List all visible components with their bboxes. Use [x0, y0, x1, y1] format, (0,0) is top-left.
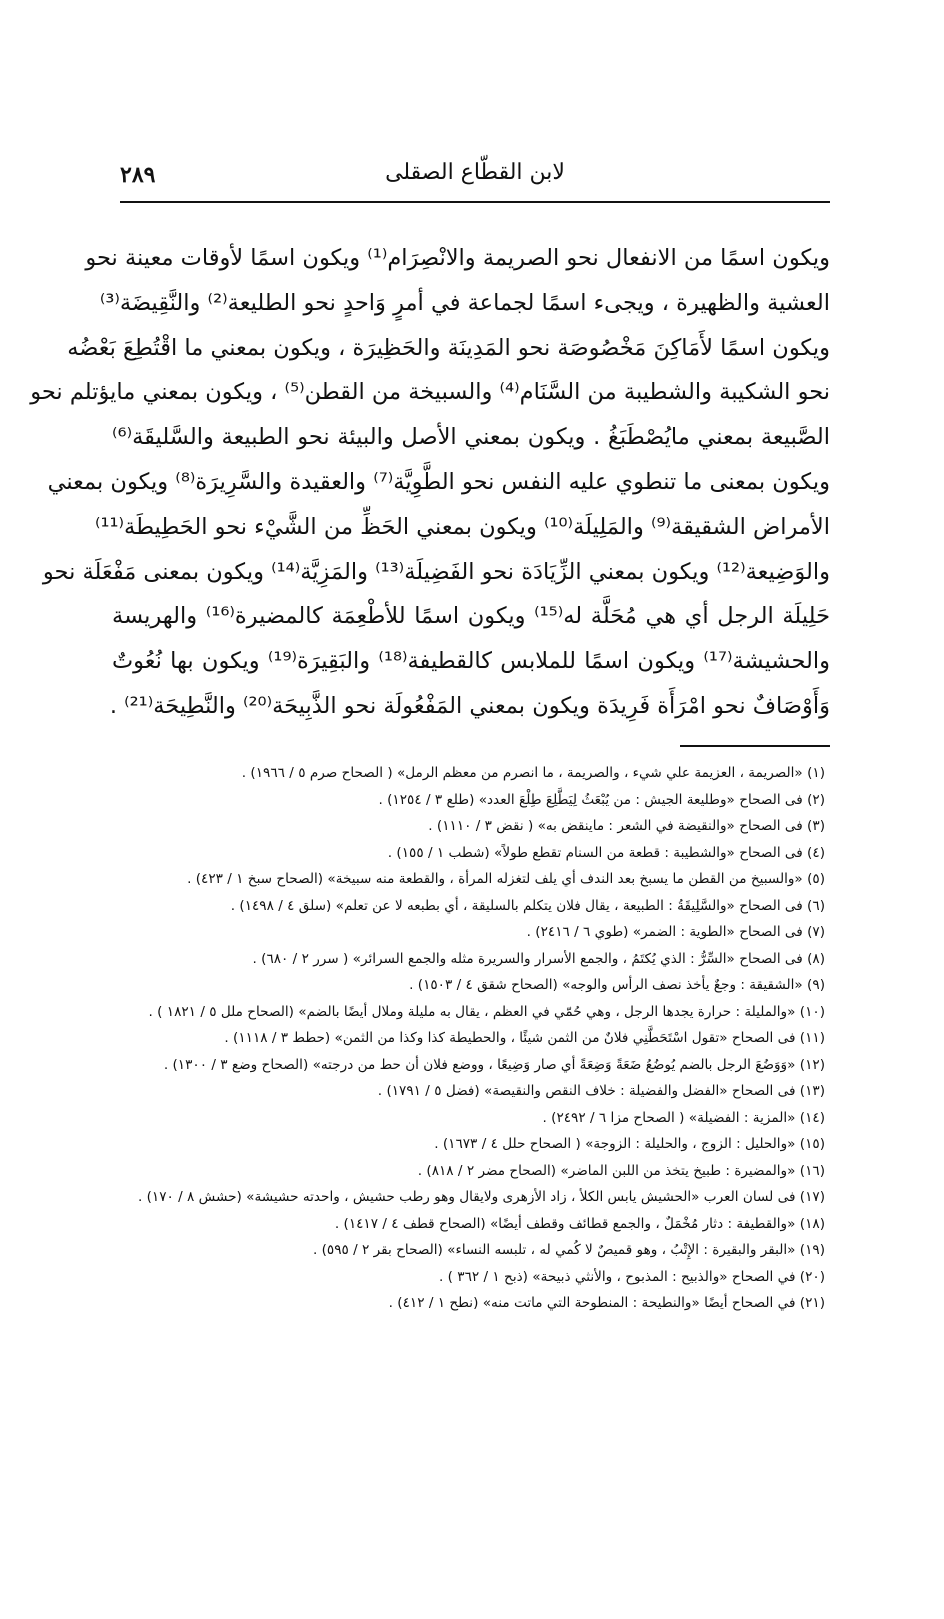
text-line: حَلِيلَة الرجل أي هي مُحَلَّة له⁽¹⁵⁾ ويكون اسمًا للأطْعِمَة كالمضيرة⁽¹⁶⁾ والهريسة [112, 603, 830, 630]
text-line: العشية والظهيرة ، ويجىء اسمًا لجماعة في أمرٍ وَاحدٍ نحو الطليعة⁽²⁾ والنَّقِيضَة⁽³⁾ [99, 289, 830, 316]
footnote: (١٤) «المزية : الفضيلة» ( الصحاح مزا ٦ / ٢٤٩٢) . [542, 1109, 825, 1126]
footnote: (٢) فى الصحاح «وطليعة الجيش : من يُبْعَثُ لِيَطَّلِعَ طِلْعَ العدد» (طلع ٣ / ١٢٥٤) . [378, 791, 825, 808]
footnote: (٦) فى الصحاح «والسَّلِيقَةُ : الطبيعة ، يقال فلان يتكلم بالسليقة ، أي بطبعه لا عن تعلم» (سلق ٤ / ١٤٩٨) . [230, 897, 825, 914]
main-text [30, 236, 830, 729]
footnote: (١٣) فى الصحاح «الفضل والفضيلة : خلاف النقص والنقيصة» (فضل ٥ / ١٧٩١) . [377, 1083, 825, 1099]
footnote: (١٧) فى لسان العرب «الحشيش يابس الكلأ ، زاد الأزهرى ولايقال وهو رطب حشيش ، واحدته حشيشة» (حشش ٨ / ١٧٠) . [137, 1189, 825, 1205]
text-line: ويكون اسمًا لأَمَاكِنَ مَخْصُوصَة نحو المَدِينَة والحَظِيرَة ، ويكون بمعني ما اقْتُطِعَ بَعْضُه [67, 334, 830, 361]
footnote: (٥) «والسبيخ من القطن ما يسبخ بعد الندف أي يلف لتغزله المرأة ، والقطعة منه سبيخة» (الصحاح سبخ ١ / ٤٢٣) . [187, 871, 825, 887]
text-line: نحو الشكيبة والشطيبة من السَّنَام⁽⁴⁾ والسبيخة من القطن⁽⁵⁾ ، ويكون بمعني مايؤتلم نحو [30, 379, 830, 406]
footnote: (٨) فى الصحاح «السِّرُّ : الذي يُكتَمُ ، والجمع الأسرار والسريرة مثله والجمع السرائر» ( سرر ٢ / ٦٨٠) . [252, 950, 825, 967]
footnote: (١١) فى الصحاح «تقول اسْتَحَطَّنِي فلانٌ من الثمن شيئًا ، والحطيطة كذا وكذا من الثمن» (حطط ٣ / ١١١٨) . [224, 1030, 825, 1046]
footnote: (٩) «الشقيقة : وجعٌ يأخذ نصف الرأس والوجه» (الصحاح شقق ٤ / ١٥٠٣) . [409, 977, 825, 993]
footnote: (٣) فى الصحاح «والنقيضة في الشعر : ماينقض به» ( نقض ٣ / ١١١٠) . [428, 818, 825, 834]
footnote: (١) «الصريمة ، العزيمة علي شيء ، والصريمة ، ما انصرم من معظم الرمل» ( الصحاح صرم ٥ / ١٩٦٦) . [241, 765, 825, 781]
running-title: لابن القطّاع الصقلى [385, 160, 565, 185]
page-number: ٢٨٩ [120, 162, 156, 188]
footnote: (١٨) «والقطيفة : دثار مُخْمَلٌ ، والجمع قطائف وقطف أيضًا» (الصحاح قطف ٤ / ١٤١٧) . [334, 1215, 825, 1232]
footnote: (٧) فى الصحاح «الطوية : الضمر» (طوي ٦ / ٢٤١٦) . [526, 924, 825, 940]
footnote: (١٢) «وَوَضُعَ الرجل بالضم يُوضُعُ ضَعَةً وَضِعَةً أي صار وَضِيعًا ، ووضع فلان أن حط من درجته» (الصحاح وضع ٣ / ١٣٠٠) . [163, 1056, 825, 1073]
text-line: والحشيشة⁽¹⁷⁾ ويكون اسمًا للملابس كالقطيفة⁽¹⁸⁾ والبَقِيرَة⁽¹⁹⁾ ويكون بها نُعُوتٌ [112, 648, 830, 675]
footnote: (٢١) في الصحاح أيضًا «والنطيحة : المنطوحة التي ماتت منه» (نطح ١ / ٤١٢) . [388, 1295, 825, 1311]
text-line: ويكون اسمًا من الانفعال نحو الصريمة والانْصِرَام⁽¹⁾ ويكون اسمًا لأوقات معينة نحو [85, 245, 830, 271]
footnote: (١٠) «والمليلة : حرارة يجدها الرجل ، وهي حُمّي في العظم ، يقال به مليلة وملال أيضًا بالضم» (الصحاح ملل ٥ / ١٨٢١ ) . [148, 1003, 825, 1020]
text-line: الأمراض الشقيقة⁽⁹⁾ والمَلِيلَة⁽¹⁰⁾ ويكون بمعني الحَظِّ من الشَّيْء نحو الحَطِيطَة⁽¹¹⁾ [94, 513, 830, 540]
text-line: وَأَوْصَافٌ نحو امْرَأَة فَرِيدَة ويكون بمعني المَفْعُولَة نحو الذَّبِيحَة⁽²⁰⁾ والنَّطِيحَة⁽²¹⁾ . [109, 692, 830, 719]
footnote: (٤) فى الصحاح «والشطيبة : قطعة من السنام تقطع طولاً» (شطب ١ / ١٥٥) . [387, 844, 825, 861]
text-line: الصَّبيعة بمعني مايُصْطَبَغُ . ويكون بمعني الأصل والبيئة نحو الطبيعة والسَّليقَة⁽⁶⁾ [112, 424, 830, 451]
footnote-separator [680, 745, 830, 747]
text-line: ويكون بمعنى ما تنطوي عليه النفس نحو الطَّوِيَّة⁽⁷⁾ والعقيدة والسَّرِيرَة⁽⁸⁾ ويكون بمعني [47, 468, 830, 495]
footnote: (١٥) «والحليل : الزوج ، والحليلة : الزوجة» ( الصحاح حلل ٤ / ١٦٧٣) . [434, 1136, 825, 1152]
text-line: والوَضِيعة⁽¹²⁾ ويكون بمعني الزِّيَادَة نحو الفَضِيلَة⁽¹³⁾ والمَزِيَّة⁽¹⁴⁾ ويكون بمعنى مَفْعَلَة نحو [42, 558, 830, 585]
header-rule [120, 201, 830, 203]
footnotes-list [100, 760, 825, 1317]
page-header [120, 150, 830, 200]
footnote: (٢٠) في الصحاح «والذبيح : المذبوح ، والأنثي ذبيحة» (ذبح ١ / ٣٦٢ ) . [439, 1268, 825, 1285]
footnote: (١٩) «البقر والبقيرة : الإِتْبُ ، وهو قميصٌ لا كُمي له ، تلبسه النساء» (الصحاح بقر ٢ / ٥٩٥) . [312, 1242, 825, 1258]
footnote: (١٦) «والمضيرة : طبيخ يتخذ من اللبن الماضر» (الصحاح مضر ٢ / ٨١٨) . [417, 1162, 825, 1179]
